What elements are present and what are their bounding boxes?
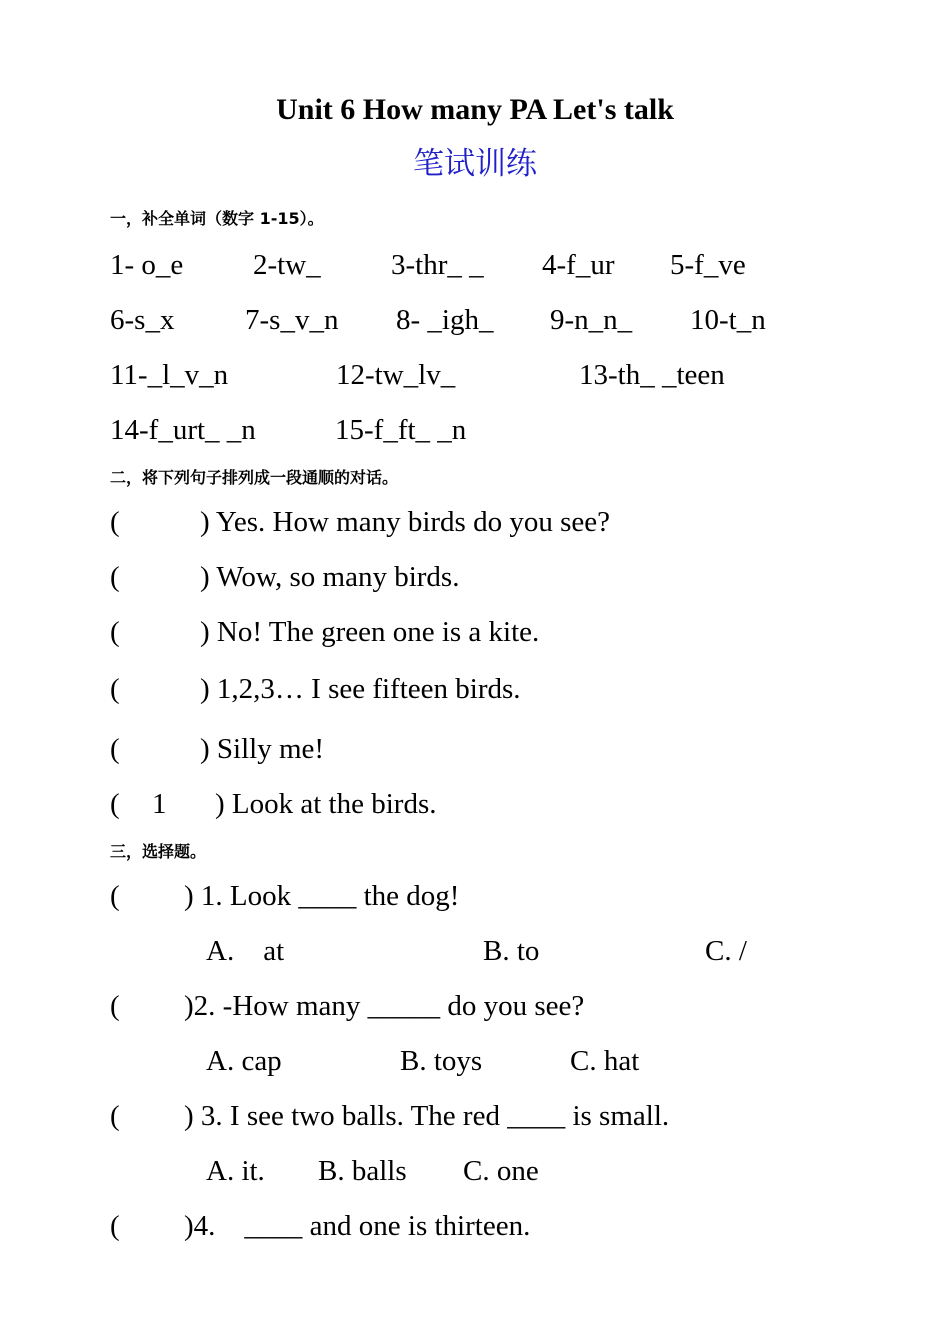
- question-open-paren: (: [110, 880, 120, 912]
- order-sentence: ) Yes. How many birds do you see?: [200, 506, 610, 538]
- question-option: A. cap: [206, 1045, 282, 1077]
- order-open-paren: (: [110, 673, 120, 705]
- word-item: 6-s_x: [110, 304, 175, 336]
- question-open-paren: (: [110, 990, 120, 1022]
- word-item: 12-tw_lv_: [336, 359, 456, 391]
- word-item: 10-t_n: [690, 304, 766, 336]
- order-sentence: ) Look at the birds.: [215, 788, 437, 820]
- question-option: C. /: [705, 935, 747, 967]
- word-item: 13-th_ _teen: [579, 359, 725, 391]
- page-title: Unit 6 How many PA Let's talk: [276, 93, 674, 126]
- section-3-heading: 三，选择题。: [110, 842, 207, 861]
- order-sentence: ) No! The green one is a kite.: [200, 616, 540, 648]
- order-open-paren: (: [110, 506, 120, 538]
- word-item: 9-n_n_: [550, 304, 633, 336]
- section-2-heading: 二，将下列句子排列成一段通顺的对话。: [110, 468, 399, 487]
- question-open-paren: (: [110, 1100, 120, 1132]
- word-item: 11-_l_v_n: [110, 359, 229, 391]
- question-open-paren: (: [110, 1210, 120, 1242]
- order-answer: 1: [152, 788, 167, 820]
- word-item: 14-f_urt_ _n: [110, 414, 256, 446]
- order-open-paren: (: [110, 561, 120, 593]
- question-option: B. to: [483, 935, 540, 967]
- question-option: C. one: [463, 1155, 539, 1187]
- question-text: )4. ____ and one is thirteen.: [184, 1210, 531, 1242]
- question-option: A. it.: [206, 1155, 265, 1187]
- word-item: 4-f_ur: [542, 249, 615, 281]
- word-item: 3-thr_ _: [391, 249, 484, 281]
- order-open-paren: (: [110, 616, 120, 648]
- word-item: 7-s_v_n: [245, 304, 339, 336]
- page-subtitle: 笔试训练: [413, 146, 537, 182]
- word-item: 5-f_ve: [670, 249, 746, 281]
- word-item: 1- o_e: [110, 249, 184, 281]
- question-option: C. hat: [570, 1045, 640, 1077]
- word-item: 8- _igh_: [396, 304, 494, 336]
- question-option: B. balls: [318, 1155, 407, 1187]
- question-text: ) 3. I see two balls. The red ____ is small.: [184, 1100, 670, 1132]
- order-sentence: ) Silly me!: [200, 733, 325, 765]
- question-text: ) 1. Look ____ the dog!: [184, 880, 460, 912]
- order-sentence: ) 1,2,3… I see fifteen birds.: [200, 673, 521, 705]
- question-option: B. toys: [400, 1045, 483, 1077]
- order-open-paren: (: [110, 733, 120, 765]
- word-item: 2-tw_: [253, 249, 321, 281]
- section-1-heading: 一，补全单词（数字 1-15）。: [110, 209, 324, 228]
- question-option: A. at: [206, 935, 285, 967]
- order-open-paren: (: [110, 788, 120, 820]
- order-sentence: ) Wow, so many birds.: [200, 561, 460, 593]
- question-text: )2. -How many _____ do you see?: [184, 990, 585, 1022]
- word-item: 15-f_ft_ _n: [335, 414, 467, 446]
